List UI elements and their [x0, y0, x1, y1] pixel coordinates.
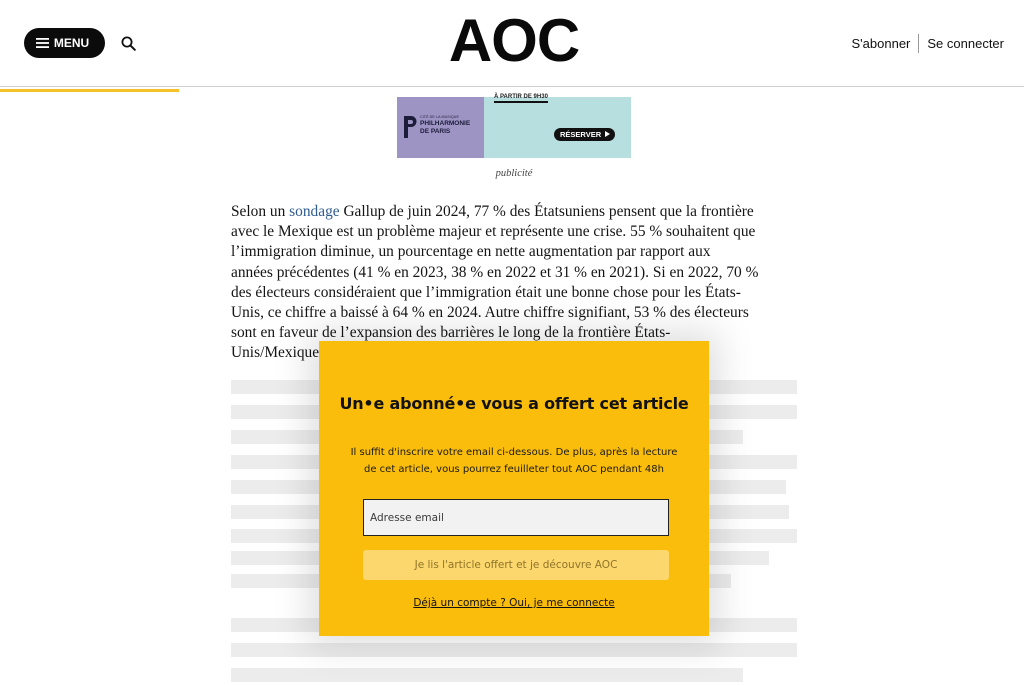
- ad-reserve-button[interactable]: RÉSERVER: [554, 128, 615, 141]
- email-input[interactable]: [363, 499, 669, 536]
- article-line: des électeurs considéraient que l’immigration était une bonne chose pour les États-: [231, 283, 741, 301]
- article-line: l’immigration diminue, un pourcentage en nette augmentation par rapport aux: [231, 243, 711, 261]
- login-link[interactable]: Déjà un compte ? Oui, je me connecte: [413, 597, 615, 609]
- ad-brand-line3: DE PARIS: [420, 128, 451, 135]
- article-line: années précédentes (41 % en 2023, 38 % en 2022 et 31 % en 2021). Si en 2022, 70 %: [231, 263, 759, 281]
- site-header: [0, 0, 1024, 87]
- reading-progress-bar: [0, 89, 179, 92]
- ad-brand-text: [420, 115, 470, 135]
- ad-headline: À PARTIR DE 9H30: [494, 94, 548, 103]
- sondage-link[interactable]: sondage: [289, 203, 340, 220]
- article-line: avec le Mexique est un problème majeur et représente une crise. 55 % souhaitent que: [231, 223, 756, 241]
- hamburger-icon: [36, 38, 49, 48]
- site-logo[interactable]: AOC: [448, 7, 580, 74]
- philharmonie-logo-icon: [402, 114, 417, 140]
- ad-brand-line1: CITÉ DE LA MUSIQUE: [420, 115, 459, 119]
- article-line: [231, 202, 801, 222]
- read-article-button[interactable]: Je lis l'article offert et je découvre AOC: [363, 550, 669, 580]
- menu-button[interactable]: [24, 28, 105, 58]
- article-line: Unis, ce chiffre a baissé à 64 % en 2024. Autre chiffre signifiant, 53 % des électeurs: [231, 304, 749, 322]
- search-icon[interactable]: [121, 36, 136, 51]
- text-placeholder-bar: [231, 643, 797, 657]
- login-link-header[interactable]: Se connecter: [927, 36, 1004, 51]
- article-line: Unis/Mexique: [231, 344, 320, 362]
- modal-description: Il suffit d'inscrire votre email ci-dessous. De plus, après la lecture de cet article, vous pourrez feuilleter tout AOC pendant 48h: [350, 447, 678, 475]
- advertisement[interactable]: [397, 94, 631, 158]
- text-placeholder-bar: [231, 668, 743, 682]
- ad-caption: publicité: [495, 168, 533, 179]
- divider: [918, 34, 919, 53]
- ad-brand-line2: PHILHARMONIE: [420, 120, 471, 127]
- article-line: sont en faveur de l’expansion des barrières le long de la frontière États-: [231, 324, 671, 342]
- article-text: Gallup de juin 2024, 77 % des Étatsuniens pensent que la frontière: [339, 203, 754, 220]
- ad-content-panel: [484, 94, 631, 158]
- menu-label: MENU: [53, 36, 90, 50]
- article-text: Selon un: [231, 203, 290, 220]
- ad-brand-panel: [397, 97, 484, 158]
- auth-links: [852, 34, 1004, 53]
- subscribe-link[interactable]: S'abonner: [851, 36, 911, 51]
- gift-article-modal: [319, 341, 709, 636]
- article-body: [231, 202, 801, 364]
- modal-title: Un•e abonné•e vous a offert cet article: [339, 394, 689, 413]
